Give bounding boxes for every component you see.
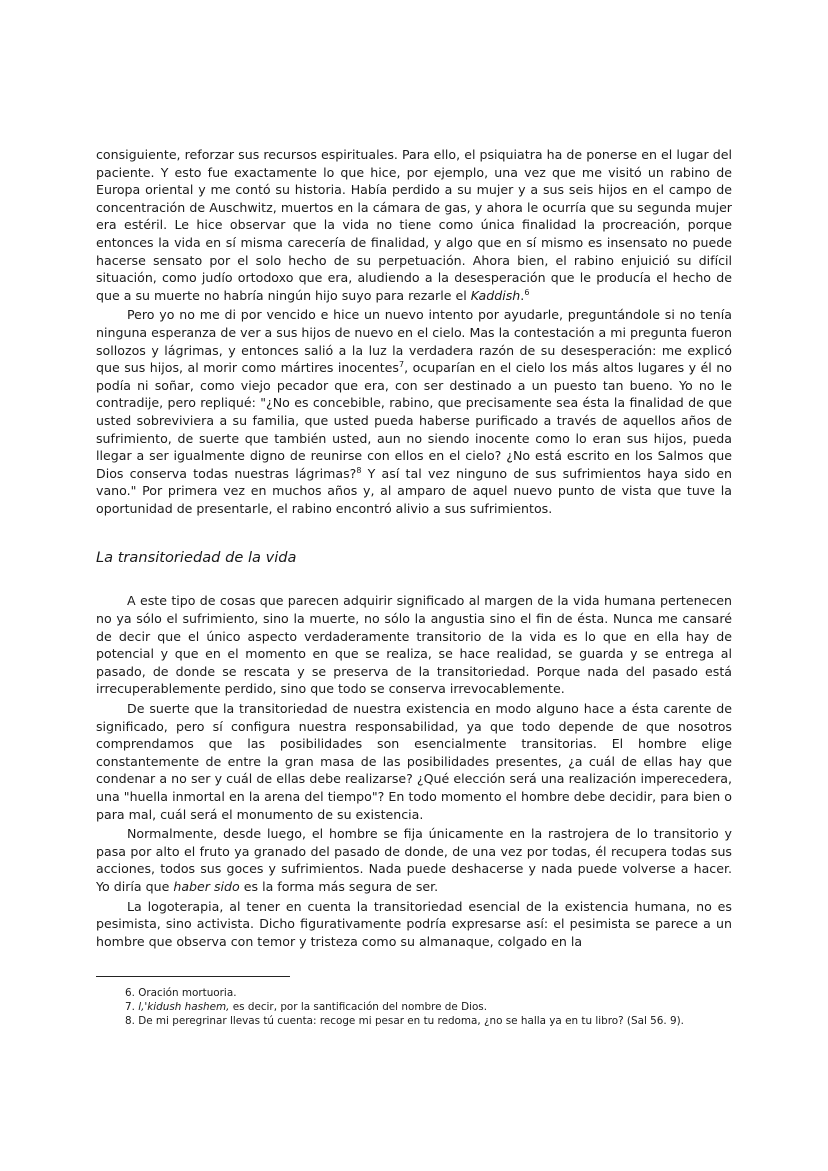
paragraph-responsibility: De suerte que la transitoriedad de nuestra existencia en modo alguno hace a ésta carente de significado, pero sí configura nuestra responsabilidad, ya que todo depende de que nosotros comprendamos que las posibilidades son esencialmente transitorias. El hombre elige constantemente de entre la gran masa de las posibilidades presentes, ¿a cuál de ellas hay que condenar a no ser y cuál de ellas debe realizarse? ¿Qué elección será una realización imperecedera, una "huella inmortal en la arena del tiempo"? En todo momento el hombre debe decidir, para bien o para mal, cuál será el monumento de su existencia. <box>96 701 732 822</box>
section-heading: La transitoriedad de la vida <box>96 549 297 567</box>
footnote-ref-6[interactable]: 6 <box>524 287 530 297</box>
document-page <box>96 146 732 950</box>
paragraph-transitoriness: A este tipo de cosas que parecen adquirir significado al margen de la vida humana pertenecen no ya sólo el sufrimiento, sino la muerte, no sólo la angustia sino el fin de ésta. Nunca me cansaré de decir que el único aspecto verdaderamente transitorio de la vida es lo que en ella hay de potencial y que en el momento en que se realiza, se hace realidad, se guarda y se entrega al pasado, de donde se rescata y se preserva de la transitoriedad. Porque nada del pasado está irrecuperablemente perdido, sino que todo se conserva irrevocablemente. <box>96 593 732 697</box>
footnote-8: 8. De mi peregrinar llevas tú cuenta: recoge mi pesar en tu redoma, ¿no se halla ya en tu libro? (Sal 56. 9). <box>125 1015 684 1027</box>
footnote-ref-8[interactable]: 8 <box>356 465 362 475</box>
haber-sido-term: haber sido <box>173 878 240 894</box>
footnote-7: 7. l,'kidush hashem, es decir, por la santificación del nombre de Dios. <box>125 1001 488 1013</box>
paragraph-logotherapy: La logoterapia, al tener en cuenta la transitoriedad esencial de la existencia humana, no es pesimista, sino activista. Dicho figurativamente podría expresarse así: el pesimista se parece a un hombre que observa con temor y tristeza como su almanaque, colgado en la <box>96 898 732 949</box>
footnotes-section <box>96 976 732 1028</box>
footnote-ref-7[interactable]: 7 <box>399 360 405 370</box>
paragraph-normalmente: Normalmente, desde luego, el hombre se fija únicamente en la rastrojera de lo transitorio y pasa por alto el fruto ya granado del pasado de donde, de una vez por todas, él recupera todas sus acciones, todos sus goces y sufrimientos. Nada puede deshacerse y nada puede volverse a hacer. Yo diría que haber sido es la forma más segura de ser. <box>96 826 732 894</box>
kaddish-term: Kaddish <box>470 287 521 303</box>
paragraph-rabbi-story: consiguiente, reforzar sus recursos espirituales. Para ello, el psiquiatra ha de ponerse en el lugar del paciente. Y esto fue exactamente lo que hice, por ejemplo, una vez que me visitó un rabino de Europa oriental y me contó su historia. Había perdido a su mujer y a sus seis hijos en el campo de concentración de Auschwitz, muertos en la cámara de gas, y ahora le ocurría que su segunda mujer era estéril. Le hice observar que la vida no tiene como única finalidad la procreación, porque entonces la vida en sí misma carecería de finalidad, y algo que en sí mismo es insensato no puede hacerse sensato por el solo hecho de su perpetuación. Ahora bien, el rabino enjuició su difícil situación, como judío ortodoxo que era, aludiendo a la desesperación que le producía el hecho de que a su muerte no habría ningún hijo suyo para rezarle el Kaddish.$^6$ <box>96 147 732 303</box>
paragraph-rabbi-reply: Pero yo no me di por vencido e hice un nuevo intento por ayudarle, preguntándole si no tenía ninguna esperanza de ver a sus hijos de nuevo en el cielo. Mas la contestación a mi pregunta fueron sollozos y lágrimas, y entonces salió a la luz la verdadera razón de su desesperación: me explicó que sus hijos, al morir como mártires inocentes$^7$, ocuparían en el cielo los más altos lugares y él no podía ni soñar, como viejo pecador que era, con ser destinado a un puesto tan bueno. Yo no le contradije, pero repliqué: "¿No es concebible, rabino, que precisamente sea ésta la finalidad de que usted sobreviviera a su familia, que usted pueda haberse purificado a través de aquellos años de sufrimiento, de suerte que también usted, aun no siendo inocente como lo eran sus hijos, pueda llegar a ser igualmente digno de reunirse con ellos en el cielo? ¿No está escrito en los Salmos que Dios conserva todas nuestras lágrimas?$^8$ Y así tal vez ninguno de sus sufrimientos haya sido en vano." Por primera vez en muchos años y, al amparo de aquel nuevo punto de vista que tuve la oportunidad de presentarle, el rabino encontró alivio a sus sufrimientos. <box>96 307 732 516</box>
footnote-6: 6. Oración mortuoria. <box>125 987 237 999</box>
footnote-divider <box>96 976 290 977</box>
